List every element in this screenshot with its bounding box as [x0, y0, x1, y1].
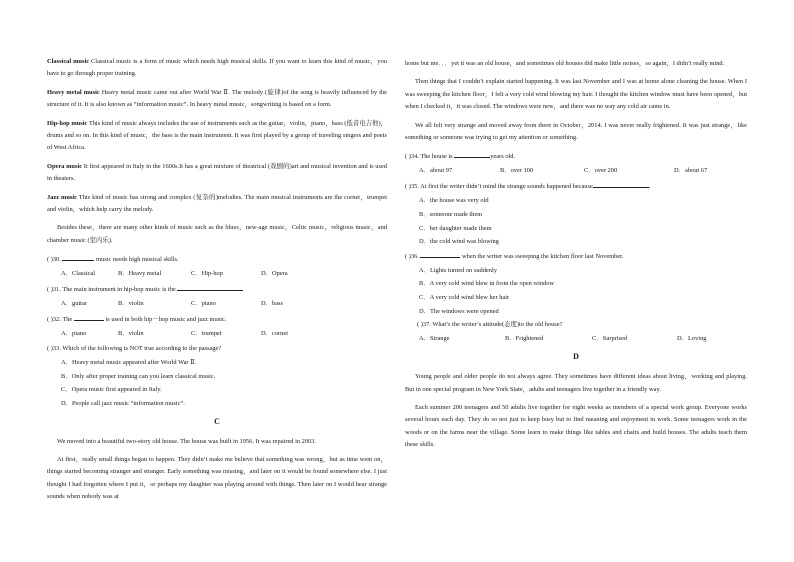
term-classical: Classical music	[47, 58, 90, 65]
answer-blank[interactable]	[593, 180, 649, 188]
left-column	[47, 56, 387, 510]
question-34: ( )34. The house is years old.	[405, 150, 747, 163]
question-30-options	[47, 268, 387, 280]
paragraph-besides: Besides these，there are many other kinds of music such as the blues，new-age music，Celtic music，religious music，and chamber music (室内乐).	[47, 224, 387, 244]
term-opera: Opera music	[47, 162, 83, 170]
question-32: ( )32. The is used in both hip－hop music and jazz music.	[47, 313, 387, 326]
paragraph-hip-hop: Hip-hop music This kind of music always includes the use of instruments such as the guitar，violin，piano，bass (低音电吉他)，drums and so on. In this kind of music，the bass is the main instrument. It was first played by a group of traveling singers and poets of West Africa.	[47, 119, 387, 152]
paragraph-c4: We all felt very strange and moved away from there in October，2014. I was never really frightened. It was just strange，like something or someone was trying to get my attention or something.	[405, 121, 747, 142]
paragraph-jazz: Jazz music This kind of music has strong and complex (复杂的)melodies. The main musical instruments are the cornet，trumpet and violin，which help carry the melody.	[47, 193, 388, 214]
right-column	[405, 58, 747, 458]
section-heading-c: C	[214, 416, 220, 426]
question-30: ( )30. music needs high musical skills.	[47, 253, 387, 266]
question-36: ( )36. when the writer was sweeping the kitchen floor last November.	[405, 250, 747, 263]
option-b[interactable]: B．violin	[118, 300, 144, 308]
option-d[interactable]: D．Loving	[677, 335, 707, 343]
question-34-options	[405, 165, 747, 177]
option-d[interactable]: D．cornet	[261, 330, 288, 338]
paragraph-d2: Each summer 200 teenagers and 50 adults live together for eight weeks as members of a special work group. Everyone works several hours each day. They do so not just to keep busy but to find meaning and enjoyment in work. Some teenagers work in the woods or on the farms near the village. Some learn to make things like tables and chairs and build houses. The adults teach them these skills.	[405, 404, 747, 449]
option-b[interactable]: B．violin	[118, 330, 144, 338]
question-31-options	[47, 298, 387, 310]
option-a[interactable]: A．Lights turned on suddenly	[419, 266, 497, 274]
option-c[interactable]: C．trumpet	[191, 330, 222, 338]
paragraph-c2-continued: home but me．．．yet it was an old house，and sometimes old houses did make little noises，so again，I didn’t really mind.	[405, 60, 725, 67]
option-a[interactable]: A．guitar	[61, 300, 87, 308]
question-37-options	[405, 333, 747, 345]
option-a[interactable]: A．Strange	[419, 335, 450, 343]
paragraph-c2: At first，really small things began to happen. They didn’t make me believe that something was wrong，but as time went on，things started becoming stranger and stranger. Early something was missing，and later on it would be found somewhere else. I just thought I had forgotten where I put it，or perhaps my daughter was playing around with things. Then later on I would hear strange sounds when nobody was at	[47, 456, 387, 501]
option-b[interactable]: B．Frightened	[505, 335, 544, 343]
option-b[interactable]: B．Only after proper training can you learn classical music.	[61, 372, 216, 380]
option-b[interactable]: B．someone made them	[419, 211, 483, 219]
option-a[interactable]: A．about 97	[419, 167, 453, 175]
option-b[interactable]: B．A very cold wind blew in from the open window	[419, 280, 555, 288]
option-d[interactable]: D．Opera	[261, 270, 288, 278]
term-jazz: Jazz music	[47, 193, 77, 201]
paragraph-heavy-metal: Heavy metal music Heavy metal music came out after World War Ⅱ. The melody (旋律)of the song is heavily influenced by the structure of it. It is also known as “information music”. In heavy metal music，songwriting is based on a form.	[47, 88, 388, 109]
paragraph-c1: We moved into a beautiful two-story old house. The house was built in 1956. It was repaired in 2003.	[57, 437, 317, 445]
answer-blank[interactable]	[74, 313, 104, 321]
paragraph-opera: Opera music It first appeared in Italy in the 1600s.It has a great mixture of theatrical (戏剧的)art and musical invention and is used in theaters.	[47, 162, 387, 183]
option-c[interactable]: C．her daughter made them	[419, 224, 492, 232]
option-a[interactable]: A．the house was very old	[419, 197, 489, 205]
paragraph-c3: Then things that I couldn’t explain started happening. It was last November and I was at home alone cleaning the house. When I was sweeping the kitchen floor，I felt a very cold wind blowing my hair. I thought the kitchen window must have been opened，but when I checked it，it was closed. The windows were new，and there was no way any cold air came in.	[405, 78, 747, 111]
paragraph-classical: Classical music Classical music is a form of music which needs high musical skills. If you want to learn this kind of music，you have to go through proper training.	[47, 58, 387, 78]
question-32-options	[47, 328, 387, 340]
option-b[interactable]: B．over 100	[500, 167, 534, 175]
option-c[interactable]: C．over 200	[584, 167, 618, 175]
term-hip-hop: Hip-hop music	[47, 119, 88, 127]
option-c[interactable]: C．A very cold wind blew her hair	[419, 294, 510, 301]
paragraph-d1: Young people and older people do not always agree. They sometimes have different ideas about living，working and playing. But in one special program in New York State，adults and teenagers live together in a friendly way.	[405, 373, 747, 393]
option-d[interactable]: D．bass	[261, 300, 284, 308]
option-c[interactable]: C．Surprised	[592, 335, 628, 343]
answer-blank[interactable]	[62, 253, 94, 261]
option-b[interactable]: B．Heavy metal	[118, 270, 162, 278]
section-heading-d: D	[573, 352, 579, 362]
option-c[interactable]: C．Opera music first appeared in Italy.	[61, 386, 162, 394]
option-c[interactable]: C．piano	[191, 300, 216, 308]
option-d[interactable]: D．the cold wind was blowing	[419, 238, 499, 246]
option-c[interactable]: C．Hip-hop	[191, 270, 223, 278]
option-d[interactable]: D．People call jazz music “information music”.	[61, 400, 185, 408]
option-a[interactable]: A．Heavy metal music appeared after World War Ⅱ.	[61, 359, 197, 367]
question-31: ( )31. The main instrument in hip-hop music is the	[47, 283, 387, 296]
question-37: ( )37. What’s the writer’s attitude(态度)to the old house?	[417, 321, 563, 329]
term-heavy-metal: Heavy metal music	[47, 88, 100, 96]
option-a[interactable]: A．piano	[61, 330, 87, 338]
answer-blank[interactable]	[177, 283, 243, 291]
answer-blank[interactable]	[420, 250, 460, 258]
question-33: ( )33. Which of the following is NOT true according to the passage?	[47, 345, 222, 353]
option-d[interactable]: D．The windows were opened	[419, 307, 499, 315]
option-a[interactable]: A．Classical	[61, 270, 96, 278]
option-d[interactable]: D．about 67	[674, 167, 708, 175]
question-35: ( )35. At first the writer didn’t mind the strange sounds happened because .	[405, 180, 747, 193]
answer-blank[interactable]	[454, 150, 490, 158]
